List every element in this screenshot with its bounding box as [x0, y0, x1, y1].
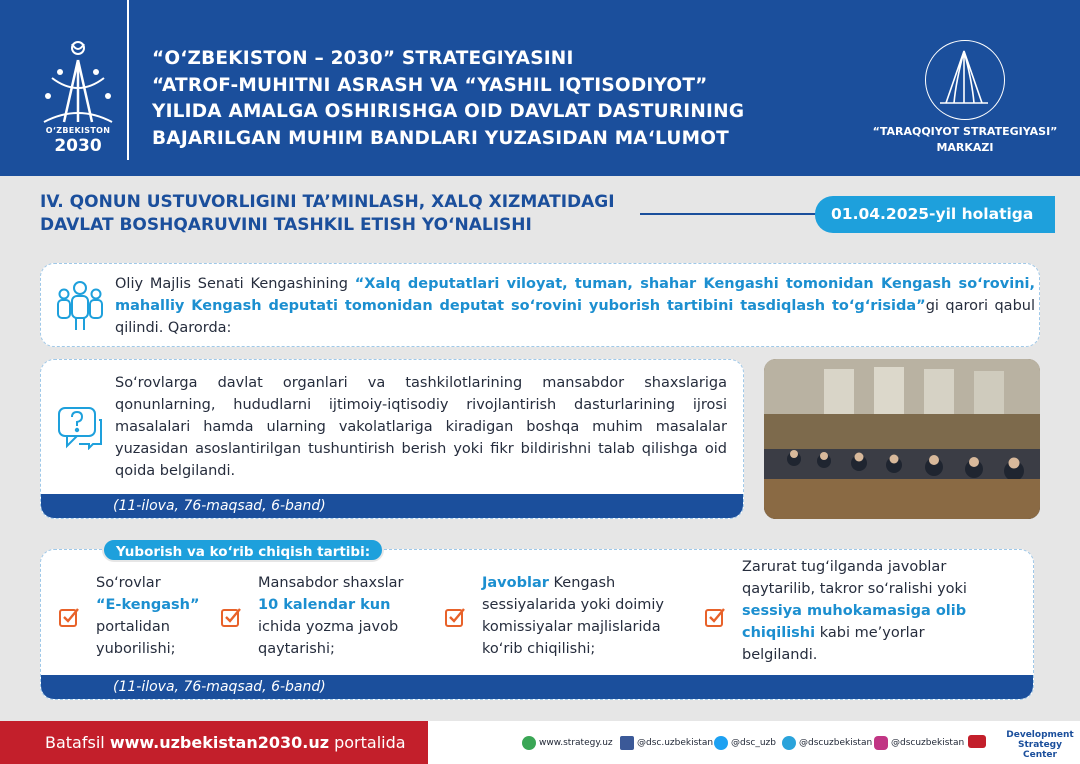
procedure-item-line: So‘rovlar: [96, 575, 161, 591]
dsc-line: Strategy Center: [1017, 740, 1062, 760]
procedure-item-line: yuborilishi;: [96, 641, 176, 657]
page-title-line: “ATROF-MUHITNI ASRASH VA “YASHIL IQTISODIYOT”: [152, 74, 708, 96]
uzbekistan-2030-emblem-icon: [38, 38, 118, 126]
procedure-item-text: kabi me’yorlar: [815, 625, 925, 641]
procedure-item-highlight: 10 kalendar kun: [258, 597, 391, 613]
procedure-item-line: komissiyalar majlislarida: [482, 619, 661, 635]
globe-icon: [522, 736, 536, 750]
checkbox-checked-icon: [444, 606, 466, 628]
procedure-item-text: Kengash: [548, 575, 616, 591]
logo-caption-country: O‘ZBEKISTON: [45, 126, 111, 135]
header-banner: [0, 0, 1080, 176]
resolution-text: [115, 273, 1035, 339]
checkbox-checked-icon: [58, 606, 80, 628]
strategy-center-name-line: MARKAZI: [936, 141, 994, 154]
procedure-item-line: ko‘rib chiqilishi;: [482, 641, 596, 657]
page-title-line: “O‘ZBEKISTON – 2030” STRATEGIYASINI: [152, 48, 574, 69]
resolution-card: [40, 263, 1040, 347]
social-link-website[interactable]: [522, 735, 613, 751]
checkbox-checked-icon: [704, 606, 726, 628]
inquiry-rule-card: [40, 359, 744, 519]
procedure-item-line: Zarurat tug‘ilganda javoblar: [742, 559, 947, 575]
people-group-icon: [55, 278, 105, 334]
procedure-item-highlight: chiqilishi: [742, 625, 816, 641]
strategy-center-name-line: “TARAQQIYOT STRATEGIYASI”: [872, 125, 1058, 138]
telegram-icon: [782, 736, 796, 750]
inquiry-rule-text: So‘rovlarga davlat organlari va tashkilotlarining mansabdor shaxslariga qonunlarning, hududlarni ijtimoiy-iqtisodiy rivojlantirish dasturlarining ijrosi masalalari hamda ularning vakolatlariga kiradigan boshqa muhim masalalar yuzasidan asoslantirilgan tushuntirish berish yoki fikr bildirishni talab qilishga oid qoida belgilandi.: [115, 375, 727, 479]
procedure-item-highlight: sessiya muhokamasiga olib: [742, 603, 967, 619]
facebook-icon: [620, 736, 634, 750]
page-title-line: BAJARILGAN MUHIM BANDLARI YUZASIDAN MA‘LUMOT: [152, 127, 729, 149]
youtube-icon[interactable]: [968, 735, 986, 748]
meeting-room-image: [764, 359, 1040, 519]
page-title-line: YILIDA AMALGA OSHIRISHGA OID DAVLAT DASTURINING: [152, 101, 745, 122]
procedure-item: [96, 572, 226, 660]
logo-caption-year: 2030: [54, 136, 102, 156]
procedure-item-line: belgilandi.: [742, 647, 818, 663]
checkbox-checked-icon: [220, 606, 242, 628]
procedure-item-line: ichida yozma javob: [258, 619, 399, 635]
procedure-item: [482, 572, 702, 660]
meeting-photo: [764, 359, 1040, 519]
social-link-telegram[interactable]: [782, 735, 872, 751]
social-label: @dscuzbekistan: [891, 738, 965, 748]
resolution-text-intro: Oliy Majlis Senati Kengashining: [115, 276, 355, 292]
section-title-rule: [640, 213, 830, 215]
procedure-item-highlight: “E-kengash”: [96, 597, 200, 613]
page-title: [152, 46, 842, 152]
social-link-twitter[interactable]: [714, 735, 776, 751]
procedure-item-line: portalidan: [96, 619, 170, 635]
header-divider: [127, 0, 129, 160]
procedure-item-line: [482, 572, 702, 594]
social-label: @dsc_uzb: [731, 738, 776, 748]
procedure-item-line: qaytarishi;: [258, 641, 335, 657]
procedure-item: [258, 572, 438, 660]
reference-bar: (11-ilova, 76-maqsad, 6-band): [41, 675, 1033, 699]
procedure-tag: Yuborish va ko‘rib chiqish tartibi:: [102, 538, 384, 562]
portal-suffix: portalida: [329, 733, 406, 752]
procedure-item-highlight: Javoblar: [482, 575, 549, 591]
instagram-icon: [874, 736, 888, 750]
twitter-icon: [714, 736, 728, 750]
status-date-badge: 01.04.2025-yil holatiga: [815, 196, 1055, 233]
development-strategy-center-label: [1000, 730, 1080, 760]
resolution-title-highlight: “Xalq deputatlari viloyat, tuman, shahar Kengashi tomonidan Kengash so‘rovini, mahalliy Kengash deputati tomonidan deputat so‘rovini yuborish tartibini tasdiqlash to‘g‘risida”: [115, 276, 1035, 314]
strategy-center-name: [855, 124, 1075, 156]
uzbekistan-2030-logo: [38, 38, 118, 158]
strategy-center-emblem-icon: [926, 41, 1003, 118]
procedure-item-line: qaytarilib, takror so‘ralishi yoki: [742, 581, 967, 597]
procedure-item-line: sessiyalarida yoki doimiy: [482, 597, 665, 613]
resolution-text-outro: gi qarori qabul qilindi. Qarorda:: [115, 298, 1035, 336]
reference-bar: (11-ilova, 76-maqsad, 6-band): [41, 494, 743, 518]
section-title: [40, 191, 740, 237]
question-bubble-icon: [57, 406, 103, 450]
procedure-item: [742, 556, 1022, 666]
portal-prefix: Batafsil: [45, 733, 110, 752]
social-link-instagram[interactable]: [874, 735, 964, 751]
social-label: @dsc.uzbekistan: [637, 738, 714, 748]
social-label: @dscuzbekistan: [799, 738, 873, 748]
social-label: www.strategy.uz: [539, 738, 613, 748]
portal-link[interactable]: www.uzbekistan2030.uz: [109, 733, 330, 752]
section-title-line: IV. QONUN USTUVORLIGINI TA’MINLASH, XALQ XIZMATIDAGI: [40, 192, 615, 212]
portal-link-bar: [0, 721, 428, 764]
procedure-item-line: Mansabdor shaxslar: [258, 575, 404, 591]
strategy-center-logo: [925, 40, 1005, 120]
social-link-facebook[interactable]: [620, 735, 713, 751]
dsc-line: Development: [1006, 730, 1074, 740]
procedure-item-line: [742, 622, 1022, 644]
section-title-line: DAVLAT BOSHQARUVINI TASHKIL ETISH YO‘NALISHI: [40, 215, 532, 235]
